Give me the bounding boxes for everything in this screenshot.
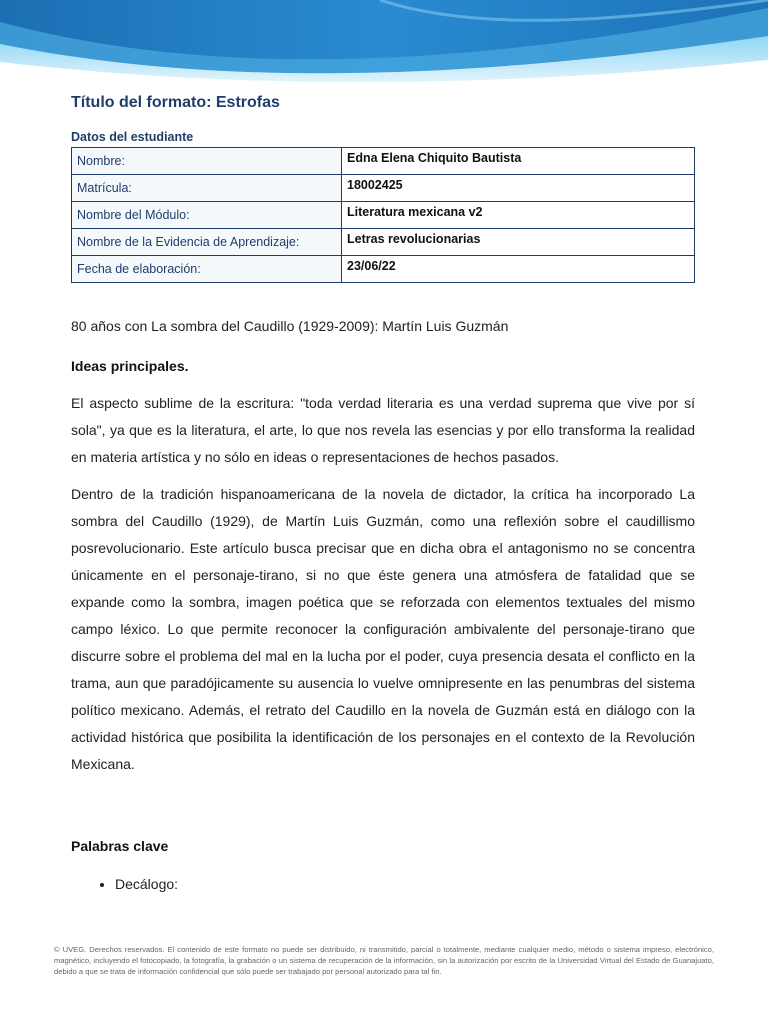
keywords-list bbox=[71, 874, 695, 894]
table-row bbox=[72, 202, 695, 229]
header-banner bbox=[0, 0, 768, 86]
table-row bbox=[72, 148, 695, 175]
module-label: Nombre del Módulo: bbox=[72, 202, 342, 229]
paragraph-1: El aspecto sublime de la escritura: "toda verdad literaria es una verdad suprema que vive por sí sola", ya que es la literatura, el arte, lo que nos revela las esencias y por ello transforma la realidad en materia artística y no sólo en ideas o representaciones de hechos pasados. bbox=[71, 395, 695, 465]
evidence-label: Nombre de la Evidencia de Aprendizaje: bbox=[72, 229, 342, 256]
module-value: Literatura mexicana v2 bbox=[342, 202, 695, 229]
name-value: Edna Elena Chiquito Bautista bbox=[342, 148, 695, 175]
table-row bbox=[72, 256, 695, 283]
ideas-heading: Ideas principales. bbox=[71, 358, 189, 374]
enrollment-value: 18002425 bbox=[342, 175, 695, 202]
document-title: Título del formato: Estrofas bbox=[71, 94, 280, 111]
student-data-label: Datos del estudiante bbox=[71, 130, 194, 144]
name-label: Nombre: bbox=[72, 148, 342, 175]
evidence-value: Letras revolucionarias bbox=[342, 229, 695, 256]
date-label: Fecha de elaboración: bbox=[72, 256, 342, 283]
document-body bbox=[71, 92, 695, 894]
subject-line: 80 años con La sombra del Caudillo (1929-2009): Martín Luis Guzmán bbox=[71, 318, 509, 334]
list-item: • Decálogo: bbox=[115, 874, 695, 894]
table-row bbox=[72, 175, 695, 202]
table-row bbox=[72, 229, 695, 256]
student-data-table bbox=[71, 147, 695, 283]
keywords-heading: Palabras clave bbox=[71, 838, 169, 854]
paragraph-2: Dentro de la tradición hispanoamericana de la novela de dictador, la crítica ha incorporado La sombra del Caudillo (1929), de Martín Luis Guzmán, como una reflexión sobre el caudillismo posrevolucionario. Este artículo busca precisar que en dicha obra el antagonismo no se concentra únicamente en el personaje-tirano, si no que éste genera una atmósfera de fatalidad que se expande como la sombra, imagen poética que se reforzada con elementos textuales del mismo campo léxico. Lo que permite reconocer la configuración ambivalente del personaje-tirano que discurre sobre el problema del mal en la lucha por el poder, cuya presencia desata el conflicto en la trama, aun que paradójicamente su ausencia lo vuelve omnipresente en las penumbras del sistema político mexicano. Además, el retrato del Caudillo en la novela de Guzmán está en diálogo con la actividad histórica que posibilita la identificación de los personajes en el contexto de la Revolución Mexicana. bbox=[71, 486, 695, 772]
date-value: 23/06/22 bbox=[342, 256, 695, 283]
copyright-footer: © UVEG. Derechos reservados. El contenido de este formato no puede ser distribuido, ni transmitido, parcial o totalmente, mediante cualquier medio, método o sistema impreso, electrónico, magnético, incluyendo el fotocopiado, la fotografía, la grabación o un sistema de recuperación de la información, sin la autorización por escrito de la Universidad Virtual del Estado de Guanajuato, debido a que se trata de información confidencial que sólo puede ser trabajado por personal autorizado para tal fin. bbox=[54, 945, 714, 976]
enrollment-label: Matrícula: bbox=[72, 175, 342, 202]
